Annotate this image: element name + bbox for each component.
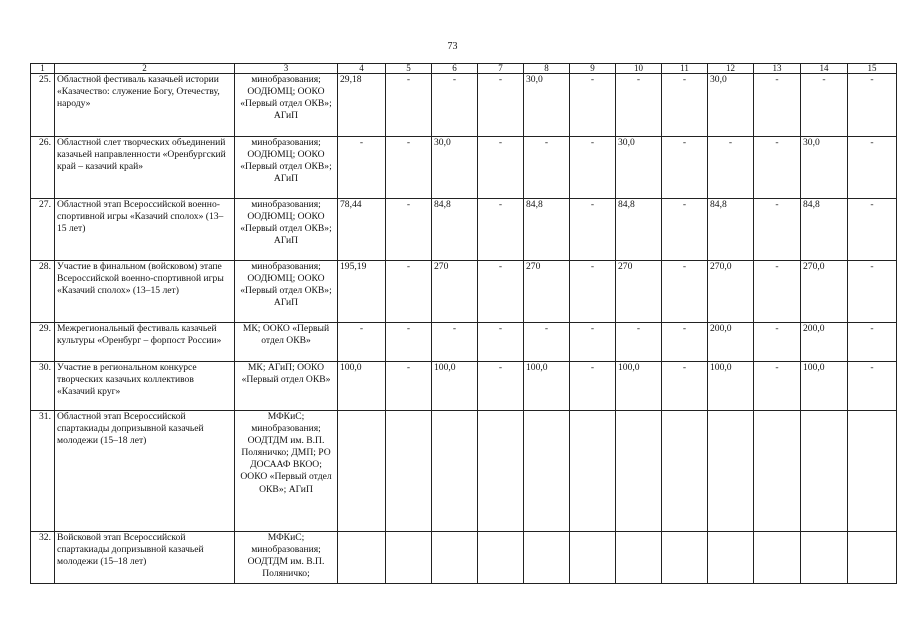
value-cell: - xyxy=(848,199,897,261)
executor: МФКиС; минобразования; ООДТДМ им. В.П. Поляничко; xyxy=(235,532,338,584)
executor: МФКиС; минобразования; ООДТДМ им. В.П. Поляничко; ДМП; РО ДОСААФ ВКОО; ООКО «Первый отдел ОКВ»; АГиП xyxy=(235,411,338,532)
value-cell: - xyxy=(754,362,801,411)
value-cell xyxy=(848,411,897,532)
value-cell: - xyxy=(848,74,897,137)
event-name: Областной фестиваль казачьей истории «Казачество: служение Богу, Отечеству, народу» xyxy=(55,74,235,137)
executor: МК; АГиП; ООКО «Первый отдел ОКВ» xyxy=(235,362,338,411)
value-cell: - xyxy=(616,74,662,137)
table-row xyxy=(31,199,897,261)
value-cell: - xyxy=(386,261,432,323)
value-cell: 78,44 xyxy=(338,199,386,261)
value-cell: - xyxy=(386,199,432,261)
table-row xyxy=(31,74,897,137)
header-cell: 14 xyxy=(801,64,848,74)
executor: минобразования; ООДЮМЦ; ООКО «Первый отдел ОКВ»; АГиП xyxy=(235,261,338,323)
header-cell: 15 xyxy=(848,64,897,74)
event-name: Областной этап Всероссийской военно-спортивной игры «Казачий сполох» (13–15 лет) xyxy=(55,199,235,261)
value-cell: 84,8 xyxy=(616,199,662,261)
table-row xyxy=(31,323,897,362)
value-cell: 270 xyxy=(432,261,478,323)
header-cell: 10 xyxy=(616,64,662,74)
value-cell: 100,0 xyxy=(338,362,386,411)
page-number: 73 xyxy=(447,41,458,52)
value-cell: 30,0 xyxy=(432,137,478,199)
value-cell: - xyxy=(662,261,708,323)
value-cell: - xyxy=(662,362,708,411)
value-cell: - xyxy=(662,137,708,199)
value-cell xyxy=(708,411,754,532)
value-cell: - xyxy=(524,323,570,362)
value-cell xyxy=(432,411,478,532)
value-cell: - xyxy=(570,199,616,261)
executor: минобразования; ООДЮМЦ; ООКО «Первый отдел ОКВ»; АГиП xyxy=(235,199,338,261)
header-cell: 1 xyxy=(31,64,55,74)
value-cell xyxy=(754,411,801,532)
value-cell: - xyxy=(848,323,897,362)
event-name: Участие в региональном конкурсе творческих казачьих коллективов «Казачий круг» xyxy=(55,362,235,411)
row-number: 31. xyxy=(31,411,55,532)
value-cell: 100,0 xyxy=(616,362,662,411)
value-cell: 84,8 xyxy=(432,199,478,261)
value-cell xyxy=(848,532,897,584)
event-name: Областной слет творческих объединений казачьей направленности «Оренбургский край – казачий край» xyxy=(55,137,235,199)
program-table xyxy=(30,63,897,584)
value-cell: - xyxy=(570,323,616,362)
event-name: Участие в финальном (войсковом) этапе Всероссийской военно-спортивной игры «Казачий сполох» (13–15 лет) xyxy=(55,261,235,323)
value-cell xyxy=(754,532,801,584)
header-cell: 8 xyxy=(524,64,570,74)
event-name: Межрегиональный фестиваль казачьей культуры «Оренбург – форпост России» xyxy=(55,323,235,362)
value-cell: - xyxy=(848,362,897,411)
value-cell: 100,0 xyxy=(801,362,848,411)
value-cell: 100,0 xyxy=(524,362,570,411)
value-cell: - xyxy=(848,261,897,323)
value-cell: - xyxy=(754,199,801,261)
value-cell: - xyxy=(570,74,616,137)
value-cell: - xyxy=(754,137,801,199)
value-cell xyxy=(478,411,524,532)
value-cell: - xyxy=(570,137,616,199)
value-cell: 100,0 xyxy=(432,362,478,411)
value-cell: - xyxy=(432,323,478,362)
value-cell: - xyxy=(478,199,524,261)
header-cell: 13 xyxy=(754,64,801,74)
table-row xyxy=(31,411,897,532)
value-cell xyxy=(386,532,432,584)
header-cell: 3 xyxy=(235,64,338,74)
value-cell: - xyxy=(386,137,432,199)
value-cell: 270,0 xyxy=(801,261,848,323)
table-row xyxy=(31,261,897,323)
value-cell: 270,0 xyxy=(708,261,754,323)
value-cell: 30,0 xyxy=(801,137,848,199)
header-row xyxy=(31,64,897,74)
value-cell: - xyxy=(848,137,897,199)
header-cell: 6 xyxy=(432,64,478,74)
value-cell: - xyxy=(478,261,524,323)
value-cell xyxy=(338,532,386,584)
value-cell: - xyxy=(432,74,478,137)
row-number: 28. xyxy=(31,261,55,323)
value-cell: - xyxy=(338,137,386,199)
value-cell xyxy=(432,532,478,584)
value-cell: 84,8 xyxy=(708,199,754,261)
value-cell: - xyxy=(616,323,662,362)
value-cell xyxy=(662,532,708,584)
value-cell xyxy=(616,532,662,584)
value-cell: 30,0 xyxy=(524,74,570,137)
value-cell: - xyxy=(754,261,801,323)
value-cell: - xyxy=(478,74,524,137)
header-cell: 12 xyxy=(708,64,754,74)
value-cell: - xyxy=(570,362,616,411)
table-row xyxy=(31,137,897,199)
header-cell: 4 xyxy=(338,64,386,74)
value-cell: - xyxy=(478,362,524,411)
header-cell: 5 xyxy=(386,64,432,74)
value-cell: - xyxy=(662,323,708,362)
value-cell: - xyxy=(386,362,432,411)
value-cell xyxy=(801,411,848,532)
value-cell xyxy=(570,532,616,584)
event-name: Войсковой этап Всероссийской спартакиады допризывной казачьей молодежи (15–18 лет) xyxy=(55,532,235,584)
executor: МК; ООКО «Первый отдел ОКВ» xyxy=(235,323,338,362)
header-cell: 9 xyxy=(570,64,616,74)
value-cell xyxy=(478,532,524,584)
value-cell xyxy=(524,411,570,532)
value-cell: - xyxy=(478,323,524,362)
value-cell xyxy=(570,411,616,532)
executor: минобразования; ООДЮМЦ; ООКО «Первый отдел ОКВ»; АГиП xyxy=(235,137,338,199)
header-cell: 11 xyxy=(662,64,708,74)
value-cell xyxy=(616,411,662,532)
value-cell xyxy=(801,532,848,584)
value-cell: - xyxy=(801,74,848,137)
table-row xyxy=(31,532,897,584)
value-cell xyxy=(386,411,432,532)
value-cell: 84,8 xyxy=(524,199,570,261)
value-cell: 270 xyxy=(524,261,570,323)
executor: минобразования; ООДЮМЦ; ООКО «Первый отдел ОКВ»; АГиП xyxy=(235,74,338,137)
value-cell: 270 xyxy=(616,261,662,323)
value-cell: - xyxy=(754,74,801,137)
row-number: 30. xyxy=(31,362,55,411)
row-number: 32. xyxy=(31,532,55,584)
value-cell: - xyxy=(524,137,570,199)
value-cell: - xyxy=(386,74,432,137)
value-cell: 195,19 xyxy=(338,261,386,323)
value-cell: - xyxy=(478,137,524,199)
value-cell xyxy=(708,532,754,584)
row-number: 29. xyxy=(31,323,55,362)
row-number: 26. xyxy=(31,137,55,199)
value-cell: - xyxy=(708,137,754,199)
value-cell: - xyxy=(338,323,386,362)
value-cell: 30,0 xyxy=(708,74,754,137)
header-cell: 7 xyxy=(478,64,524,74)
value-cell: - xyxy=(662,74,708,137)
value-cell: 30,0 xyxy=(616,137,662,199)
value-cell xyxy=(662,411,708,532)
value-cell xyxy=(338,411,386,532)
value-cell: 100,0 xyxy=(708,362,754,411)
value-cell: - xyxy=(662,199,708,261)
row-number: 27. xyxy=(31,199,55,261)
value-cell: - xyxy=(386,323,432,362)
value-cell: - xyxy=(570,261,616,323)
value-cell xyxy=(524,532,570,584)
value-cell: 29,18 xyxy=(338,74,386,137)
value-cell: 200,0 xyxy=(708,323,754,362)
value-cell: 84,8 xyxy=(801,199,848,261)
event-name: Областной этап Всероссийской спартакиады допризывной казачьей молодежи (15–18 лет) xyxy=(55,411,235,532)
value-cell: - xyxy=(754,323,801,362)
value-cell: 200,0 xyxy=(801,323,848,362)
header-cell: 2 xyxy=(55,64,235,74)
row-number: 25. xyxy=(31,74,55,137)
table-row xyxy=(31,362,897,411)
